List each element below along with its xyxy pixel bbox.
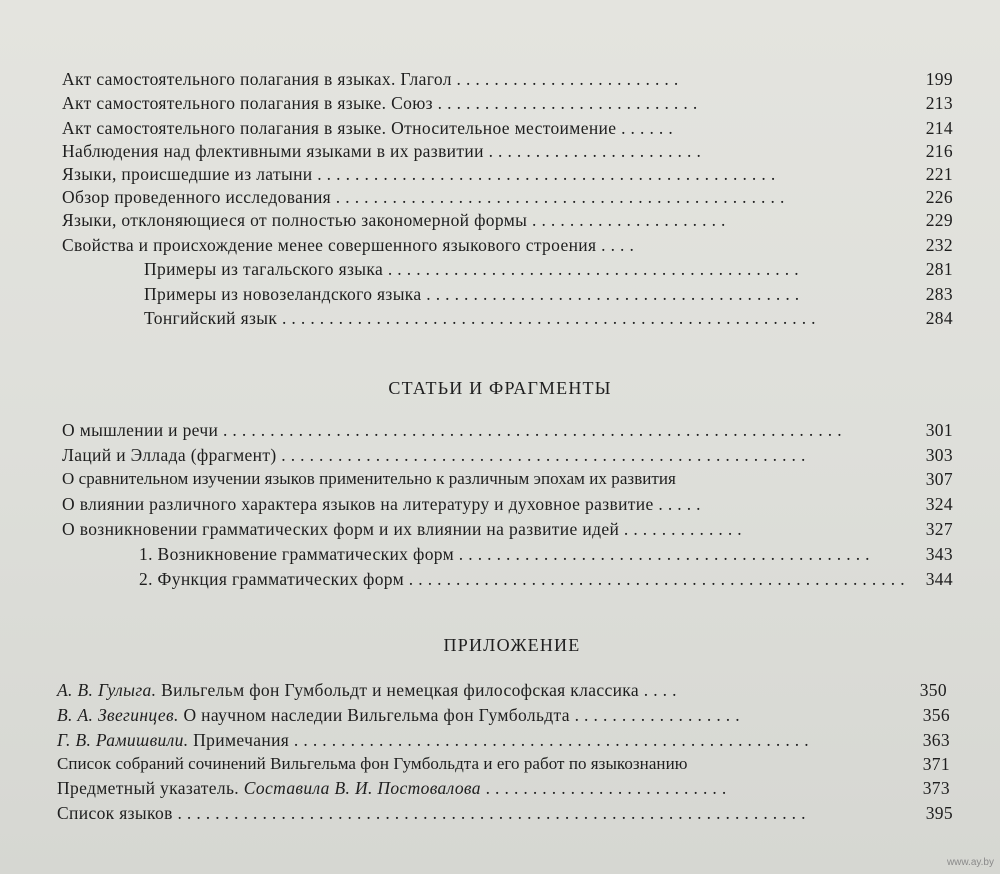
entry-title: Акт самостоятельного полагания в языке. Относительное местоимение . . . . . . <box>62 118 674 138</box>
entry-title: О мышлении и речи . . . . . . . . . . . . . . . . . . . . . . . . . . . . . . . . . . . . . . . . . . . . . . . . . . . . . . . . . . . . . . . . . . <box>62 420 842 440</box>
entry-title: О влиянии различного характера языков на литературу и духовное развитие . . . . . <box>62 494 701 514</box>
page-number: 356 <box>922 705 950 725</box>
entry-title: Обзор проведенного исследования . . . . . . . . . . . . . . . . . . . . . . . . . . . . . . . . . . . . . . . . . . . . . . . . <box>62 187 785 207</box>
entry-author: А. В. Гулыга. <box>57 680 157 700</box>
toc-entry <box>0 703 1000 727</box>
page-number: 214 <box>925 118 953 138</box>
toc-entry <box>0 139 1000 163</box>
page-number: 343 <box>925 544 953 564</box>
entry-title: Г. В. Рамишвили. Примечания . . . . . . . . . . . . . . . . . . . . . . . . . . . . . . . . . . . . . . . . . . . . . . . . . . . . . . . <box>57 730 809 750</box>
toc-entry <box>0 418 1000 442</box>
toc-entry <box>0 467 1000 491</box>
page-number: 371 <box>922 754 950 774</box>
entry-title: Список языков . . . . . . . . . . . . . . . . . . . . . . . . . . . . . . . . . . . . . . . . . . . . . . . . . . . . . . . . . . . . . . . . . . . <box>57 803 806 823</box>
page-number: 344 <box>925 569 953 589</box>
entry-title: А. В. Гулыга. Вильгельм фон Гумбольдт и немецкая философская классика . . . . <box>57 680 677 700</box>
page-number: 283 <box>925 284 953 304</box>
toc-entry <box>0 517 1000 541</box>
entry-title: Языки, происшедшие из латыни . . . . . . . . . . . . . . . . . . . . . . . . . . . . . . . . . . . . . . . . . . . . . . . . . <box>62 164 776 184</box>
page-number: 307 <box>925 469 953 489</box>
toc-entry <box>0 208 1000 232</box>
toc-entry <box>0 801 1000 825</box>
entry-title: Лаций и Эллада (фрагмент) . . . . . . . . . . . . . . . . . . . . . . . . . . . . . . . . . . . . . . . . . . . . . . . . . . . . . . . . <box>62 445 806 465</box>
toc-entry <box>0 492 1000 516</box>
page-number: 216 <box>925 141 953 161</box>
page-number: 226 <box>925 187 953 207</box>
entry-title: Список собраний сочинений Вильгельма фон Гумбольдта и его работ по языкознанию <box>57 754 688 773</box>
entry-author: В. А. Звегинцев. <box>57 705 179 725</box>
toc-entry <box>0 185 1000 209</box>
page-number: 350 <box>919 680 947 700</box>
toc-entry <box>0 542 1000 566</box>
entry-title: Свойства и происхождение менее совершенного языкового строения . . . . <box>62 235 635 255</box>
toc-entry <box>0 257 1000 281</box>
entry-title: Примеры из тагальского языка . . . . . . . . . . . . . . . . . . . . . . . . . . . . . . . . . . . . . . . . . . . . <box>144 259 799 279</box>
page-number: 303 <box>925 445 953 465</box>
entry-title: Языки, отклоняющиеся от полностью закономерной формы . . . . . . . . . . . . . . . . . . . . . <box>62 210 726 230</box>
toc-entry <box>0 91 1000 115</box>
entry-title: В. А. Звегинцев. О научном наследии Вильгельма фон Гумбольдта . . . . . . . . . . . . . . . . . . <box>57 705 740 725</box>
toc-entry <box>0 728 1000 752</box>
toc-entry <box>0 306 1000 330</box>
page-number: 324 <box>925 494 953 514</box>
entry-title: Примеры из новозеландского языка . . . . . . . . . . . . . . . . . . . . . . . . . . . . . . . . . . . . . . . . <box>144 284 800 304</box>
toc-entry <box>0 443 1000 467</box>
toc-entry <box>0 567 1000 591</box>
section-heading: СТАТЬИ И ФРАГМЕНТЫ <box>388 378 612 398</box>
toc-entry <box>0 116 1000 140</box>
entry-title: О сравнительном изучении языков применительно к различным эпохам их развития <box>62 469 676 488</box>
entry-title: 2. Функция грамматических форм . . . . . . . . . . . . . . . . . . . . . . . . . . . . . . . . . . . . . . . . . . . . . . . . . . . . . <box>139 569 905 589</box>
toc-entry <box>0 233 1000 257</box>
entry-author: Г. В. Рамишвили. <box>57 730 189 750</box>
watermark: www.ay.by <box>946 857 994 868</box>
entry-title: Наблюдения над флективными языками в их развитии . . . . . . . . . . . . . . . . . . . . . . . <box>62 141 702 161</box>
page-number: 199 <box>925 69 953 89</box>
page-number: 395 <box>925 803 953 823</box>
entry-title: Тонгийский язык . . . . . . . . . . . . . . . . . . . . . . . . . . . . . . . . . . . . . . . . . . . . . . . . . . . . . . . . . <box>144 308 816 328</box>
entry-title: Акт самостоятельного полагания в языках. Глагол . . . . . . . . . . . . . . . . . . . . . . . . <box>62 69 679 89</box>
section-heading: ПРИЛОЖЕНИЕ <box>443 635 581 655</box>
toc-entry <box>0 67 1000 91</box>
toc-entry <box>0 162 1000 186</box>
page-number: 229 <box>925 210 953 230</box>
entry-title: О возникновении грамматических форм и их влиянии на развитие идей . . . . . . . . . . . . . <box>62 519 743 539</box>
entry-title: Предметный указатель. Составила В. И. Постовалова . . . . . . . . . . . . . . . . . . . . . . . . . . <box>57 778 727 798</box>
toc-entry <box>0 678 1000 702</box>
page-number: 363 <box>922 730 950 750</box>
page-number: 221 <box>925 164 953 184</box>
toc-entry <box>0 776 1000 800</box>
page-number: 232 <box>925 235 953 255</box>
page-number: 327 <box>925 519 953 539</box>
toc-entry <box>0 752 1000 776</box>
page-number: 213 <box>925 93 953 113</box>
toc-entry <box>0 282 1000 306</box>
page-number: 284 <box>925 308 953 328</box>
page-number: 281 <box>925 259 953 279</box>
entry-title: 1. Возникновение грамматических форм . . . . . . . . . . . . . . . . . . . . . . . . . . . . . . . . . . . . . . . . . . . . <box>139 544 870 564</box>
page-number: 301 <box>925 420 953 440</box>
entry-compiler: Составила В. И. Постовалова <box>243 778 481 798</box>
page-number: 373 <box>922 778 950 798</box>
entry-title: Акт самостоятельного полагания в языке. Союз . . . . . . . . . . . . . . . . . . . . . . . . . . . . <box>62 93 698 113</box>
